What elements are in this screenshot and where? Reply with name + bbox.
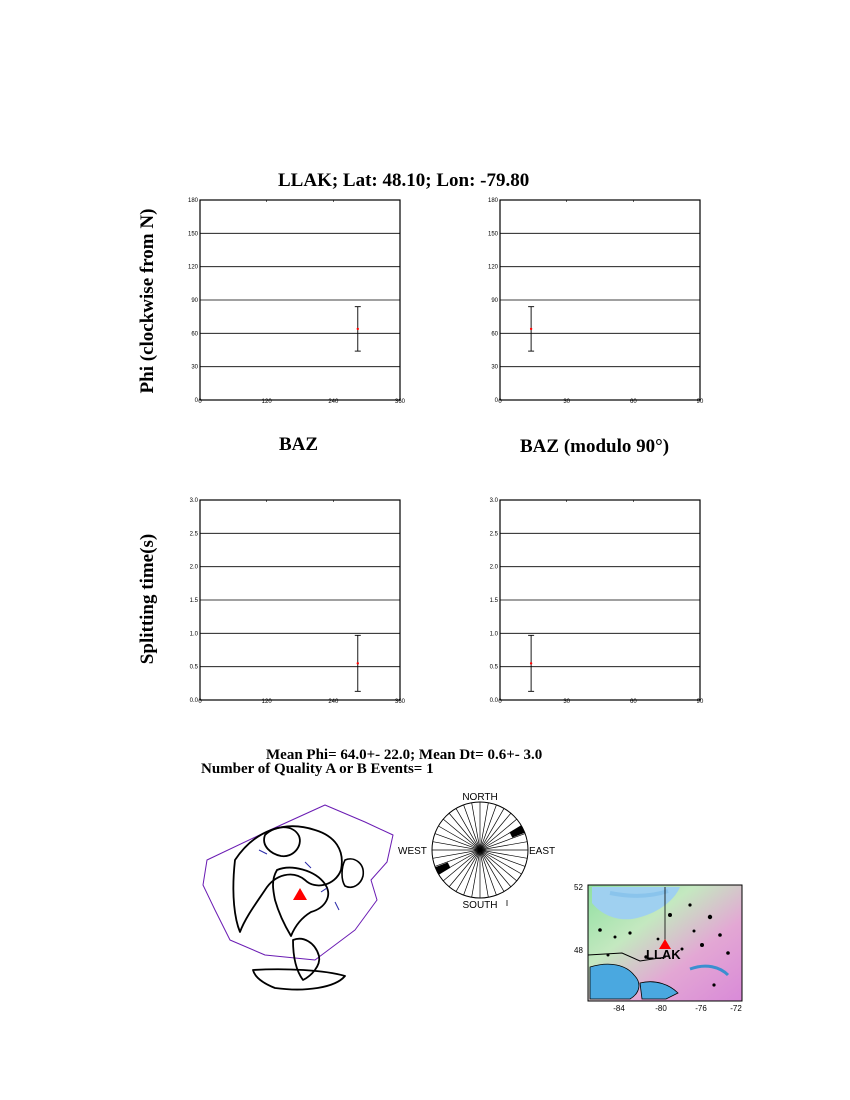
x-tick-label: 60 (629, 699, 637, 705)
map-lat-tick-52: 52 (574, 883, 583, 892)
phi-ylabel: Phi (clockwise from N) (137, 208, 158, 394)
y-tick-label: 120 (487, 264, 498, 271)
phi-vs-baz-mod90-chart (480, 190, 720, 412)
dt-ylabel: Splitting time(s) (137, 533, 158, 665)
x-tick-label: 0 (198, 399, 202, 405)
map-lat-tick-48: 48 (574, 946, 583, 955)
map-lon-tick-84: -84 (613, 1004, 625, 1013)
y-tick-label: 60 (191, 331, 198, 338)
x-tick-label: 240 (328, 399, 339, 405)
y-tick-label: 30 (491, 364, 498, 371)
data-point (357, 662, 359, 664)
data-point (530, 662, 532, 664)
y-tick-label: 0.0 (489, 698, 498, 704)
phi-vs-baz-chart (180, 190, 420, 412)
baz-xlabel: BAZ (279, 434, 319, 455)
summary-count: Number of Quality A or B Events= 1 (201, 761, 434, 777)
globe-north-coast (233, 826, 342, 932)
y-tick-label: 0.5 (189, 664, 198, 671)
y-tick-label: 1.5 (189, 598, 198, 604)
y-tick-label: 1.0 (189, 631, 198, 638)
y-tick-label: 90 (491, 298, 498, 304)
data-point (530, 328, 532, 330)
x-tick-label: 60 (629, 399, 637, 405)
globe-outline (203, 805, 393, 960)
y-tick-label: 150 (487, 231, 498, 238)
rose-west-label: WEST (398, 846, 427, 857)
y-tick-label: 90 (191, 298, 198, 304)
y-tick-label: 0 (494, 398, 498, 404)
y-tick-label: 3.0 (189, 498, 198, 504)
y-tick-label: 3.0 (489, 498, 498, 504)
x-tick-label: 30 (563, 399, 571, 405)
y-tick-label: 2.0 (489, 564, 498, 571)
rose-diagram (395, 788, 570, 913)
station-marker-globe (293, 888, 307, 900)
y-tick-label: 120 (187, 264, 198, 271)
rose-north-label: NORTH (462, 792, 498, 803)
globe-greenland (264, 827, 300, 856)
y-tick-label: 1.5 (489, 598, 498, 604)
globe-map (195, 800, 410, 995)
x-tick-label: 90 (696, 399, 704, 405)
x-tick-label: 240 (328, 699, 339, 705)
x-tick-label: 360 (394, 699, 406, 705)
y-tick-label: 2.5 (489, 531, 498, 538)
x-tick-label: 0 (498, 699, 502, 705)
x-tick-label: 90 (696, 699, 704, 705)
y-tick-label: 0 (194, 398, 198, 404)
map-lon-tick-80: -80 (655, 1004, 667, 1013)
y-tick-label: 2.0 (189, 564, 198, 571)
y-tick-label: 0.0 (189, 698, 198, 704)
y-tick-label: 60 (491, 331, 498, 338)
map-station-label: LLAK (646, 947, 681, 962)
x-tick-label: 0 (498, 399, 502, 405)
y-tick-label: 1.0 (489, 631, 498, 638)
y-tick-label: 30 (191, 364, 198, 371)
dt-vs-baz-chart (180, 490, 420, 712)
baz-mod-xlabel: BAZ (modulo 90°) (520, 436, 670, 457)
y-tick-label: 150 (187, 231, 198, 238)
globe-europe (342, 859, 363, 887)
x-tick-label: 120 (261, 399, 272, 405)
x-tick-label: 360 (394, 399, 406, 405)
regional-map (570, 875, 750, 1015)
y-tick-label: 180 (487, 198, 498, 204)
x-tick-label: 30 (563, 699, 571, 705)
y-tick-label: 0.5 (489, 664, 498, 671)
map-lon-tick-72: -72 (730, 1004, 742, 1013)
x-tick-label: 120 (261, 699, 272, 705)
map-lon-tick-76: -76 (695, 1004, 707, 1013)
station-title: LLAK; Lat: 48.10; Lon: -79.80 (278, 170, 530, 191)
x-tick-label: 0 (198, 699, 202, 705)
rose-east-label: EAST (529, 846, 556, 857)
dt-vs-baz-mod90-chart (480, 490, 720, 712)
y-tick-label: 180 (187, 198, 198, 204)
data-point (357, 328, 359, 330)
summary-mean: Mean Phi= 64.0+- 22.0; Mean Dt= 0.6+- 3.0 (266, 747, 543, 763)
y-tick-label: 2.5 (189, 531, 198, 538)
rose-south-label: SOUTH (462, 900, 498, 911)
